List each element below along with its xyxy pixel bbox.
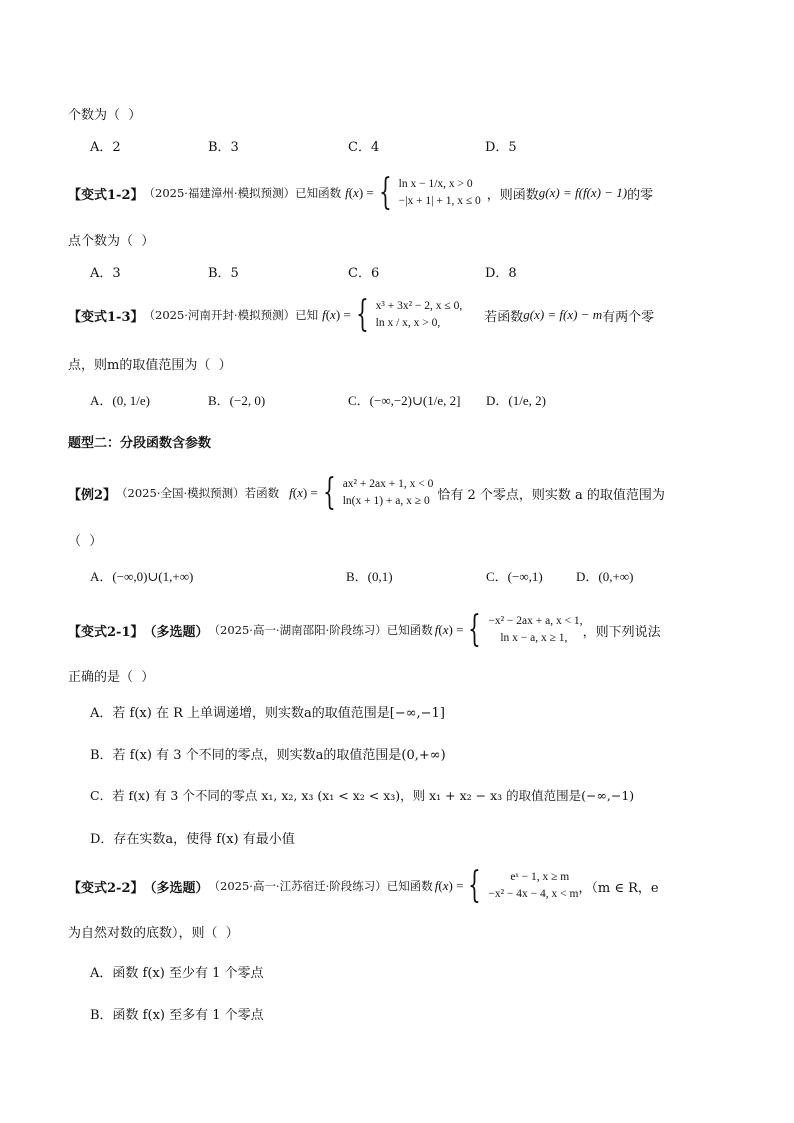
option-d: D．8 — [485, 266, 517, 281]
question-source: （2025·全国·模拟预测）若函数 — [116, 486, 280, 500]
option-b: B．(−2, 0) — [208, 393, 266, 408]
question-tag: 【变式2-1】 — [68, 624, 144, 640]
case-1: ax² + 2ax + 1, x < 0 — [342, 478, 434, 491]
g-function: g(x) = f(x) − m — [523, 307, 603, 322]
case-1: x³ + 3x² − 2, x ≤ 0, — [375, 300, 463, 313]
option-b: B．若 f(x) 有 3 个不同的零点，则实数a的取值范围是(0,+∞) — [90, 748, 446, 763]
question-line2: 点，则m的取值范围为（ ） — [68, 358, 232, 373]
question-2-1: 【变式2-1】 （多选题） （2025·高一·湖南邵阳·阶段练习）已知函数 f ( x ) = { −x² − 2ax + a, x < 1, ln x − a, x ≥ 1, ，则下列说法 — [68, 609, 661, 650]
question-fragment — [68, 104, 141, 123]
question-line2: 正确的是（ ） — [68, 670, 155, 685]
question-1-3: 【变式1-3】 （2025·河南开封·模拟预测）已知 f ( x ) = { x³ + 3x² − 2, x ≤ 0, ln x / x, x > 0, 若函数 g(x) = f(x) − m 有两个零 — [68, 294, 655, 335]
case-2: −x² − 4x − 4, x < m — [488, 888, 579, 900]
option-b: B．3 — [208, 140, 239, 155]
piecewise-function: { x³ + 3x² − 2, x ≤ 0, ln x / x, x > 0, — [355, 294, 463, 335]
option-a: A．函数 f(x) 至少有 1 个零点 — [90, 966, 264, 981]
case-2: ln x − a, x ≥ 1, — [500, 632, 568, 644]
option-a: A．若 f(x) 在 R 上单调递增，则实数a的取值范围是[−∞,−1] — [90, 706, 445, 721]
case-1: −x² − 2ax + a, x < 1, — [488, 615, 583, 628]
question-source: （2025·福建漳州·模拟预测）已知函数 — [143, 186, 342, 200]
case-1: ln x − 1/x, x > 0 — [398, 178, 473, 191]
section-heading: 题型二：分段函数含参数 — [68, 436, 212, 451]
tail-text: ，（m ∈ R，e — [578, 880, 659, 896]
piecewise-function: { ln x − 1/x, x > 0 −|x + 1| + 1, x ≤ 0 — [378, 172, 481, 213]
option-a: A．2 — [90, 140, 121, 155]
tail-text: 的零 — [627, 187, 654, 203]
option-d: D．(0,+∞) — [576, 569, 634, 584]
tail-text: 恰有 2 个零点，则实数 a 的取值范围为 — [437, 487, 665, 503]
question-1-2: 【变式1-2】 （2025·福建漳州·模拟预测）已知函数 f ( x ) = { ln x − 1/x, x > 0 −|x + 1| + 1, x ≤ 0 ，则函数 g(x) = f(f(x) − 1) 的零 — [68, 172, 654, 213]
multi-select-label: （多选题） — [143, 880, 209, 896]
option-c: C．(−∞,1) — [486, 569, 543, 584]
piecewise-function: { eˣ − 1, x ≥ m −x² − 4x − 4, x < m — [468, 865, 579, 906]
option-c: C．(−∞,−2)∪(1/e, 2] — [348, 393, 461, 408]
option-a: A．(0, 1/e) — [90, 393, 150, 408]
question-tag: 【例2】 — [68, 487, 117, 503]
connector-text: ，则函数 — [486, 187, 539, 203]
option-d: D．(1/e, 2) — [486, 393, 546, 408]
question-tag: 【变式1-2】 — [68, 187, 144, 203]
case-1: eˣ − 1, x ≥ m — [510, 871, 570, 884]
question-source: （2025·河南开封·模拟预测）已知 — [143, 308, 319, 322]
tail-text: 有两个零 — [602, 309, 655, 325]
connector-text: 若函数 — [484, 309, 524, 325]
question-2-2: 【变式2-2】 （多选题） （2025·高一·江苏宿迁·阶段练习）已知函数 f ( x ) = { eˣ − 1, x ≥ m −x² − 4x − 4, x < m ，（m ∈ R，e — [68, 865, 659, 906]
option-c: C．6 — [348, 266, 380, 281]
case-2: ln(x + 1) + a, x ≥ 0 — [342, 495, 430, 507]
option-c: C．4 — [348, 140, 380, 155]
case-2: −|x + 1| + 1, x ≤ 0 — [398, 195, 481, 207]
fragment-text: 个数为（ ） — [68, 108, 142, 123]
option-b: B．5 — [208, 266, 239, 281]
option-a: A．(−∞,0)∪(1,+∞) — [90, 569, 194, 584]
example-2: 【例2】 （2025·全国·模拟预测）若函数 f ( x ) = { ax² + 2ax + 1, x < 0 ln(x + 1) + a, x ≥ 0 恰有 2 个零点，则实数 a 的取值范围为 — [68, 472, 665, 513]
question-tag: 【变式1-3】 — [68, 309, 144, 325]
case-2: ln x / x, x > 0, — [375, 317, 441, 329]
g-function: g(x) = f(f(x) − 1) — [538, 185, 628, 200]
option-d: D．5 — [485, 140, 517, 155]
question-source: （2025·高一·湖南邵阳·阶段练习）已知函数 — [208, 623, 433, 637]
question-line2: （ ） — [68, 534, 103, 549]
question-line2: 为自然对数的底数），则（ ） — [68, 926, 239, 941]
option-a: A．3 — [90, 266, 121, 281]
question-source: （2025·高一·江苏宿迁·阶段练习）已知函数 — [208, 879, 433, 893]
piecewise-function: { ax² + 2ax + 1, x < 0 ln(x + 1) + a, x ≥ 0 — [322, 472, 434, 513]
option-b: B．函数 f(x) 至多有 1 个零点 — [90, 1008, 264, 1023]
multi-select-label: （多选题） — [143, 624, 209, 640]
question-line2: 点个数为（ ） — [68, 234, 155, 249]
question-tag: 【变式2-2】 — [68, 880, 144, 896]
option-c: C．若 f(x) 有 3 个不同的零点 x₁, x₂, x₃ (x₁ < x₂ < x₃)，则 x₁ + x₂ − x₃ 的取值范围是(−∞,−1) — [90, 788, 635, 803]
option-d: D．存在实数a，使得 f(x) 有最小值 — [90, 832, 295, 847]
tail-text: ，则下列说法 — [582, 624, 661, 640]
piecewise-function: { −x² − 2ax + a, x < 1, ln x − a, x ≥ 1, — [468, 609, 583, 650]
option-b: B．(0,1) — [346, 569, 393, 584]
